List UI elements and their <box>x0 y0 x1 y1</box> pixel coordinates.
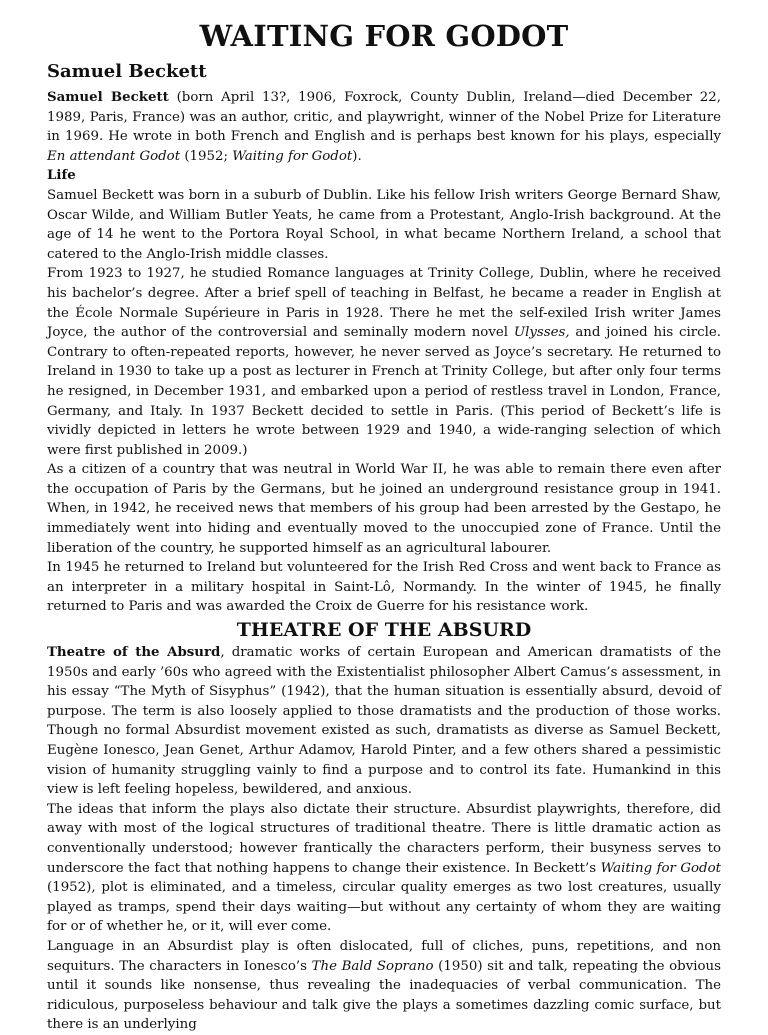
document-title: WAITING FOR GODOT <box>199 19 569 53</box>
life-heading: Life <box>47 167 76 184</box>
work-title: Waiting for Godot <box>600 860 721 876</box>
intro-paragraph: Samuel Beckett (born April 13?, 1906, Foxrock, County Dublin, Ireland—died December 22, 1989, Paris, France) was an author, critic, and playwright, winner of the Nobel Prize for Literature in 1969. He wrote in both French and English and is perhaps best known for his plays, especially En attendant Godot (1952; Waiting for Godot). <box>47 89 721 164</box>
life-paragraph-1: Samuel Beckett was born in a suburb of Dublin. Like his fellow Irish writers George Bernard Shaw, Oscar Wilde, and William Butler Yeats, he came from a Protestant, Anglo-Irish background. At the age of 14 he went to the Portora Royal School, in what became Northern Ireland, a school that catered to the Anglo-Irish middle classes. <box>47 187 721 262</box>
section-heading-absurd: THEATRE OF THE ABSURD <box>236 619 532 642</box>
author-heading: Samuel Beckett <box>47 61 207 82</box>
work-title: Waiting for Godot <box>232 148 353 164</box>
absurd-paragraph-2: The ideas that inform the plays also dictate their structure. Absurdist playwrights, therefore, did away with most of the logical structures of traditional theatre. There is little dramatic action as conventionally understood; however frantically the characters perform, their busyness serves to underscore the fact that nothing happens to change their existence. In Beckett’s Waiting for Godot (1952), plot is eliminated, and a timeless, circular quality emerges as two lost creatures, usually played as tramps, spend their days waiting—but without any certainty of whom they are waiting for or of whether he, or it, will ever come. <box>47 801 721 935</box>
work-title: Ulysses, <box>513 325 570 341</box>
term-bold: Theatre of the Absurd <box>47 644 221 661</box>
author-name: Samuel Beckett <box>47 89 169 105</box>
life-paragraph-3: As a citizen of a country that was neutral in World War II, he was able to remain there even after the occupation of Paris by the Germans, but he joined an underground resistance group in 1941. When, in 1942, he received news that members of his group had been arrested by the Gestapo, he immediately went into hiding and eventually moved to the unoccupied zone of France. Until the liberation of the country, he supported himself as an agricultural labourer. <box>47 462 721 556</box>
absurd-paragraph-3: Language in an Absurdist play is often dislocated, full of cliches, puns, repetitions, and non sequiturs. The characters in Ionesco’s The Bald Soprano (1950) sit and talk, repeating the obvious until it sounds like nonsense, thus revealing the inadequacies of verbal communication. The ridiculous, purposeless behaviour and talk give the plays a sometimes dazzling comic surface, but there is an underlying <box>47 938 721 1033</box>
absurd-paragraph-1: Theatre of the Absurd, dramatic works of certain European and American dramatists of the 1950s and early ’60s who agreed with the Existentialist philosopher Albert Camus’s assessment, in his essay “The Myth of Sisyphus” (1942), that the human situation is essentially absurd, devoid of purpose. The term is also loosely applied to those dramatists and the production of those works. Though no formal Absurdist movement existed as such, dramatists as diverse as Samuel Beckett, Eugène Ionesco, Jean Genet, Arthur Adamov, Harold Pinter, and a few others shared a pessimistic vision of humanity struggling vainly to find a purpose and to control its fate. Humankind in this view is left feeling hopeless, bewildered, and anxious. <box>47 644 722 798</box>
work-title: The Bald Soprano <box>311 958 434 974</box>
life-paragraph-2: From 1923 to 1927, he studied Romance languages at Trinity College, Dublin, where he received his bachelor’s degree. After a brief spell of teaching in Belfast, he became a reader in English at the École Normale Supérieure in Paris in 1928. There he met the self-exiled Irish writer James Joyce, the author of the controversial and seminally modern novel Ulysses, and joined his circle. Contrary to often-repeated reports, however, he never served as Joyce’s secretary. He returned to Ireland in 1930 to take up a post as lecturer in French at Trinity College, but after only four terms he resigned, in December 1931, and embarked upon a period of restless travel in London, France, Germany, and Italy. In 1937 Beckett decided to settle in Paris. (This period of Beckett’s life is vividly depicted in letters he wrote between 1929 and 1940, a wide-ranging selection of which were first published in 2009.) <box>47 266 721 458</box>
life-paragraph-4: In 1945 he returned to Ireland but volunteered for the Irish Red Cross and went back to France as an interpreter in a military hospital in Saint-Lô, Normandy. In the winter of 1945, he finally returned to Paris and was awarded the Croix de Guerre for his resistance work. <box>47 560 721 615</box>
work-title: En attendant Godot <box>47 148 181 164</box>
